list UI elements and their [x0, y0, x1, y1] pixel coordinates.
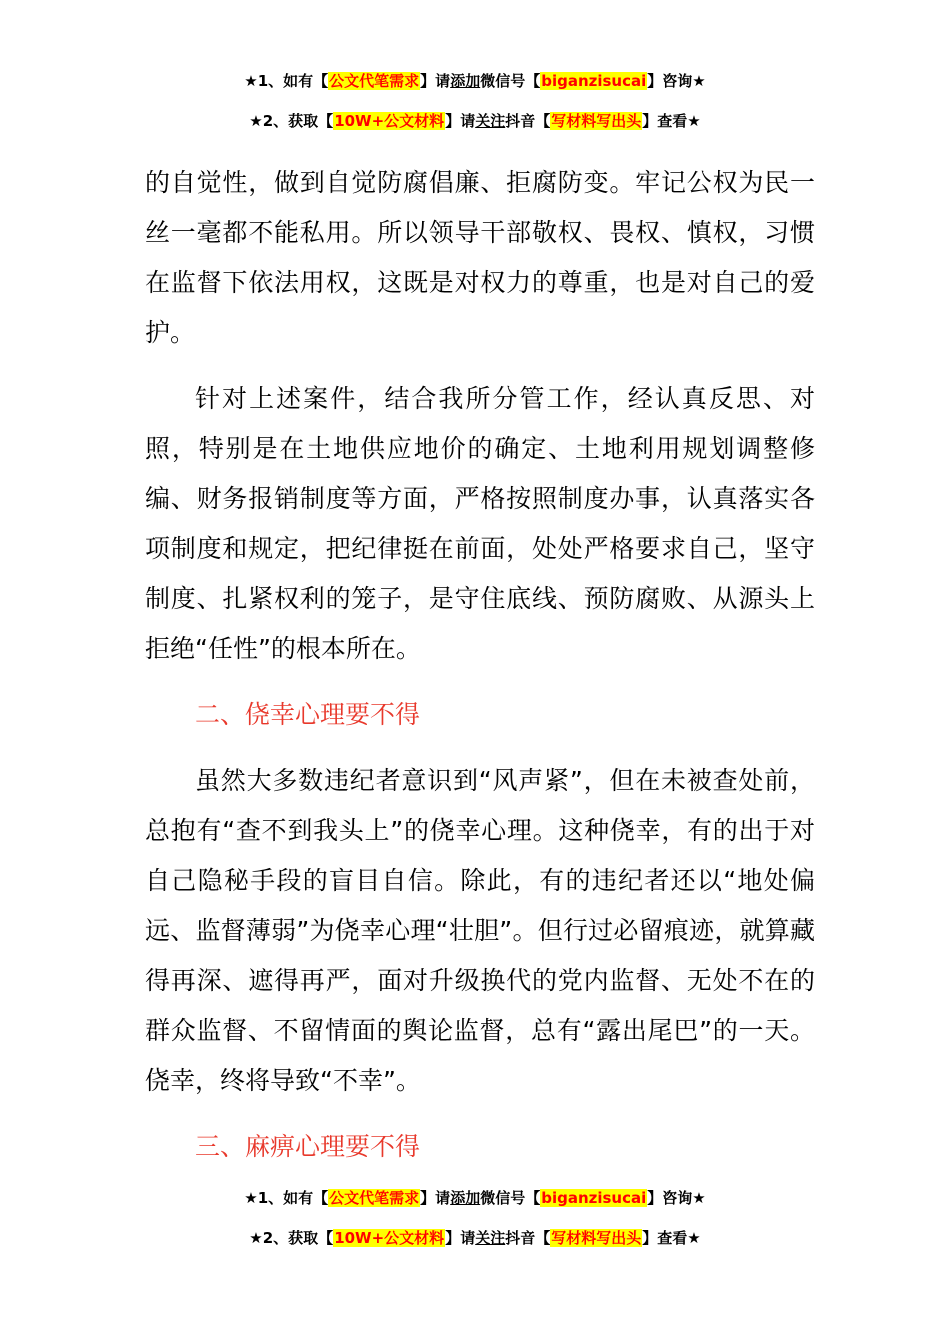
text-line: 以“地处偏远、监督薄弱”为侥幸心理“壮胆”。但行过 [145, 866, 815, 945]
banner-text: 】请 [445, 112, 476, 130]
text-line: 坚守制度、扎紧权利的笼子，是守住底线、预防腐败、从 [145, 534, 815, 613]
banner-prefix: ★2、获取【 [249, 112, 334, 130]
text-line: 针对上述案件，结合我所分管工作，经认真反思、对 [195, 384, 815, 413]
banner-text: 抖音【 [505, 112, 551, 130]
banner-prefix: ★1、如有【 [244, 72, 329, 90]
banner-underlined-text: 添加 [450, 1189, 481, 1207]
text-line: 源头上拒绝“任性”的根本所在。 [145, 584, 815, 663]
banner-top-line-2 [0, 110, 950, 132]
text-line: 的自觉性，做到自觉防腐倡廉、拒腐防变。牢记公权为民 [145, 168, 790, 197]
paragraph-2 [145, 374, 815, 674]
paragraph-1 [145, 158, 815, 358]
text-line: 己的爱护。 [145, 268, 815, 347]
banner-text: 】请 [420, 1189, 451, 1207]
banner-highlight-service: 公文代笔需求 [329, 1189, 420, 1207]
banner-prefix: ★2、获取【 [249, 1229, 334, 1247]
text-line: 编、财务报销制度等方面，严格按照制度办事，认真落实 [145, 484, 790, 513]
banner-text: 】请 [420, 72, 451, 90]
banner-highlight-wechat-id: biganzisucai [541, 1189, 647, 1207]
banner-bottom-line-2 [0, 1227, 950, 1249]
section-heading-3: 三、麻痹心理要不得 [195, 1132, 421, 1161]
banner-highlight-douyin-id: 写材料写出头 [551, 112, 642, 130]
text-line: 照，特别是在土地供应地价的确定、土地利用规划调整修 [145, 434, 815, 463]
banner-highlight-materials: 10W+公文材料 [334, 112, 445, 130]
text-line: 有“露出尾巴”的一天。侥幸，终将导致“不幸”。 [145, 1016, 815, 1095]
banner-text: 抖音【 [505, 1229, 551, 1247]
banner-bottom-line-1 [0, 1187, 950, 1209]
banner-suffix: 】查看★ [642, 112, 701, 130]
document-body [145, 158, 815, 1172]
text-line: 必留痕迹，就算藏得再深、遮得再严，面对升级换代的党 [145, 916, 815, 995]
banner-text: 】请 [445, 1229, 476, 1247]
banner-highlight-materials: 10W+公文材料 [334, 1229, 445, 1247]
banner-text: 微信号【 [480, 72, 541, 90]
banner-suffix: 】查看★ [642, 1229, 701, 1247]
banner-top-line-1 [0, 70, 950, 92]
text-line: 内监督、无处不在的群众监督、不留情面的舆论监督，总 [145, 966, 815, 1045]
banner-suffix: 】咨询★ [647, 72, 706, 90]
banner-highlight-wechat-id: biganzisucai [541, 72, 647, 90]
banner-highlight-douyin-id: 写材料写出头 [551, 1229, 642, 1247]
banner-text: 微信号【 [480, 1189, 541, 1207]
text-line: 的出于对自己隐秘手段的盲目自信。除此，有的违纪者还 [145, 816, 815, 895]
text-line: 各项制度和规定，把纪律挺在前面，处处严格要求自己， [145, 484, 815, 563]
text-line: 前，总抱有“查不到我头上”的侥幸心理。这种侥幸，有 [145, 766, 815, 845]
banner-prefix: ★1、如有【 [244, 1189, 329, 1207]
text-line: 虽然大多数违纪者意识到“风声紧”，但在未被查处 [195, 766, 765, 795]
section-heading-2: 二、侥幸心理要不得 [195, 700, 421, 729]
banner-underlined-text: 关注 [475, 1229, 506, 1247]
paragraph-3 [145, 756, 815, 1106]
text-line: 一丝一毫都不能私用。所以领导干部敬权、畏权、慎权， [145, 168, 815, 247]
banner-underlined-text: 添加 [450, 72, 481, 90]
text-line: 习惯在监督下依法用权，这既是对权力的尊重，也是对自 [145, 218, 815, 297]
banner-highlight-service: 公文代笔需求 [329, 72, 420, 90]
banner-suffix: 】咨询★ [647, 1189, 706, 1207]
banner-underlined-text: 关注 [475, 112, 506, 130]
